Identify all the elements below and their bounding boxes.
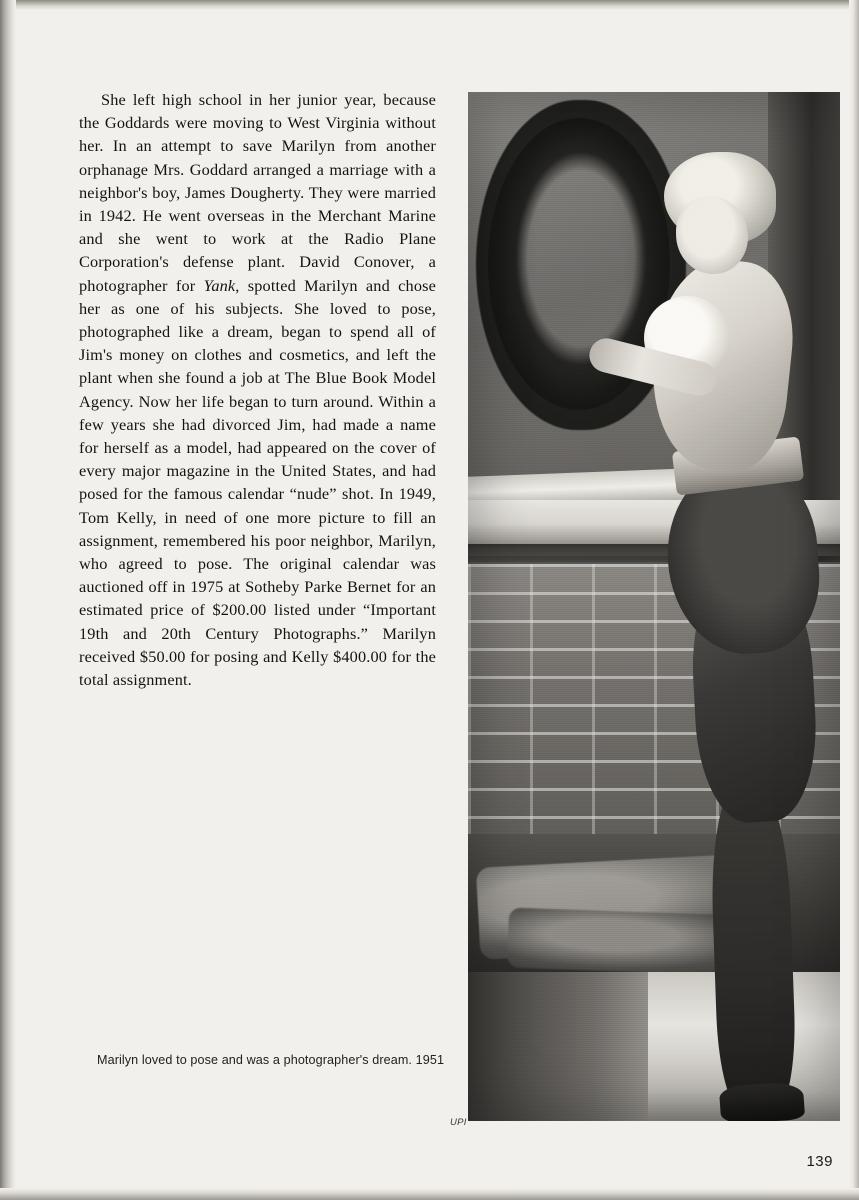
photo-caption: Marilyn loved to pose and was a photographer's dream. 1951 [97,1053,445,1067]
page-scan-edge-bottom [0,1188,859,1200]
figure-shoe [719,1081,805,1121]
page-scan-edge-top [0,0,859,10]
page-scan-edge-left [0,0,16,1200]
photograph [468,92,840,1121]
page-scan-edge-right [849,0,859,1200]
magazine-title: Yank [203,275,236,295]
figure-face [676,196,748,274]
body-paragraph: She left high school in her junior year, because the Goddards were moving to West Virginia without her. In an attempt to save Marilyn from another orphanage Mrs. Goddard arranged a marriage with a neighbor's boy, James Dougherty. They were married in 1942. He went overseas in the Merchant Marine and she went to work at the Radio Plane Corporation's defense plant. David Conover, a photographer for Yank, spotted Marilyn and chose her as one of his subjects. She loved to pose, photographed like a dream, began to spend all of Jim's money on clothes and cosmetics, and left the plant when she found a job at The Blue Book Model Agency. Now her life began to turn around. Within a few years she had divorced Jim, had made a name for herself as a model, had appeared on the cover of every major magazine in the United States, and had posed for the famous calendar “nude” shot. In 1949, Tom Kelly, in need of one more picture to fill an assignment, remembered his poor neighbor, Marilyn, who agreed to pose. The original calendar was auctioned off in 1975 at Sotheby Parke Bernet for an estimated price of $200.00 listed under “Important 19th and 20th Century Photographs.” Marilyn received $50.00 for posing and Kelly $400.00 for the total assignment. [79,90,436,690]
photo-credit: UPI [450,1117,467,1128]
floor-shadow [468,972,648,1121]
photograph-content [468,92,840,1121]
page-number: 139 [806,1153,833,1170]
body-text-column [79,88,436,691]
